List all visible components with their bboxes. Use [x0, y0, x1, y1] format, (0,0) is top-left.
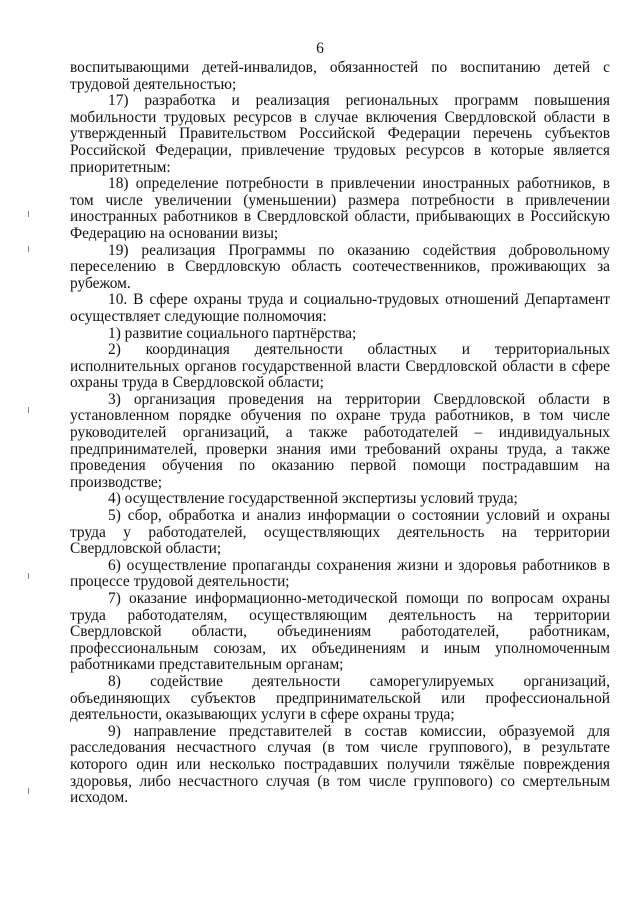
scan-margin-mark	[28, 788, 29, 794]
paragraph: 18) определение потребности в привлечении иностранных работников, в том числе увеличении (уменьшении) размера потребности в привлечении иностранных работников в Свердловской области, прибывающих в Российскую Федерацию на основании визы;	[70, 175, 610, 242]
paragraph: 3) организация проведения на территории Свердловской области в установленном порядке обучения по охране труда работников, в том числе руководителей организаций, а также работодателей – индивидуальных предпринимателей, проверки знания ими требований охраны труда, а также проведения обучения по оказанию первой помощи пострадавшим на производстве;	[70, 390, 610, 491]
scan-margin-mark	[28, 407, 29, 413]
scan-margin-mark	[28, 211, 29, 217]
paragraph: 17) разработка и реализация региональных программ повышения мобильности трудовых ресурсов в случае включения Свердловской области в утвержденный Правительством Российской Федерации перечень субъектов Российской Федерации, привлечение трудовых ресурсов в которые является приоритетным:	[70, 92, 610, 176]
scan-margin-mark	[28, 573, 29, 579]
paragraph: 4) осуществление государственной экспертизы условий труда;	[108, 490, 518, 508]
paragraph: 6) осуществление пропаганды сохранения жизни и здоровья работников в процессе трудовой деятельности;	[70, 556, 610, 591]
paragraph: 19) реализация Программы по оказанию содействия добровольному переселению в Свердловскую область соотечественников, проживающих за рубежом.	[70, 241, 610, 292]
paragraph: 2) координация деятельности областных и территориальных исполнительных органов государственной власти Свердловской области в сфере охраны труда в Свердловской области;	[70, 341, 610, 392]
paragraph: 7) оказание информационно-методической помощи по вопросам охраны труда работодателям, осуществляющим деятельность на территории Свердловской области, объединениям работодателей, работникам, профессиональным союзам, их объединениям и иным уполномоченным работниками представительным органам;	[70, 590, 610, 674]
paragraph: 1) развитие социального партнёрства;	[108, 324, 357, 342]
page-number: 6	[316, 40, 324, 57]
paragraph: воспитывающими детей-инвалидов, обязанностей по воспитанию детей с трудовой деятельностью;	[70, 59, 610, 93]
document-body	[70, 60, 610, 807]
paragraph: 10. В сфере охраны труда и социально-трудовых отношений Департамент осуществляет следующие полномочия:	[70, 291, 610, 325]
paragraph: 9) направление представителей в состав комиссии, образуемой для расследования несчастного случая (в том числе группового), в результате которого один или несколько пострадавших получили тяжёлые повреждения здоровья, либо несчастного случая (в том числе группового) со смертельным исходом.	[70, 722, 610, 807]
paragraph: 8) содействие деятельности саморегулируемых организаций, объединяющих субъектов предпринимательской или профессиональной деятельности, оказывающих услуги в сфере охраны труда;	[70, 672, 610, 724]
scan-margin-mark	[28, 246, 29, 252]
paragraph: 5) сбор, обработка и анализ информации о состоянии условий и охраны труда у работодателей, осуществляющих деятельность на территории Свердловской области;	[70, 507, 610, 558]
